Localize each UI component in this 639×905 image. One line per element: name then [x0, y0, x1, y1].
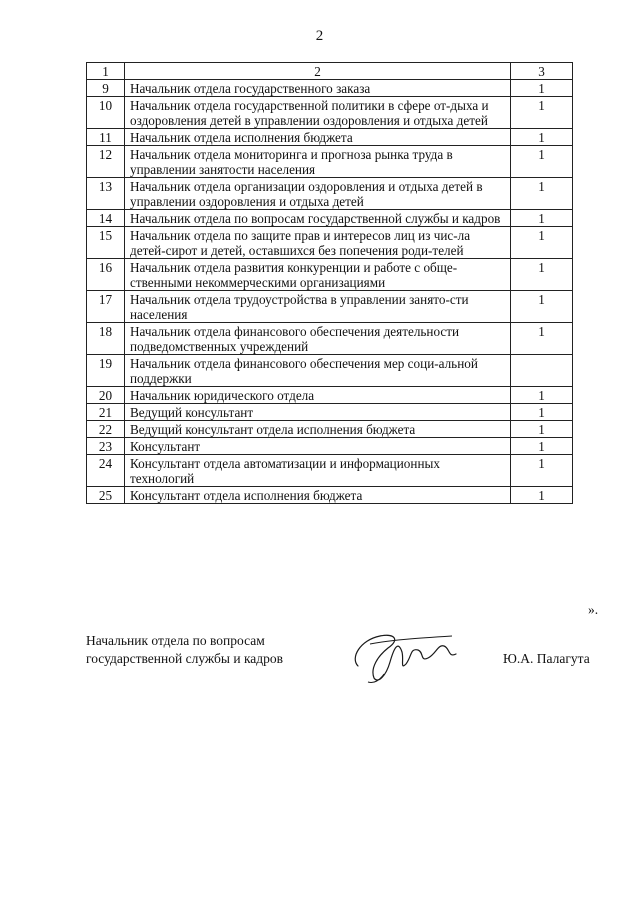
- row-position-cell: Консультант отдела автоматизации и информационных технологий: [125, 455, 511, 487]
- table-header-row: [87, 63, 573, 80]
- table-row: [87, 80, 573, 97]
- column-header-quantity: 3: [511, 63, 573, 80]
- row-position-cell: Консультант отдела исполнения бюджета: [125, 487, 511, 504]
- signatory-title: [86, 632, 283, 668]
- row-position-cell: Начальник отдела исполнения бюджета: [125, 129, 511, 146]
- row-quantity-cell: 1: [511, 146, 573, 178]
- row-quantity-cell: 1: [511, 387, 573, 404]
- row-position-cell: Начальник отдела государственной политики в сфере от-дыха и оздоровления детей в управлении оздоровления и отдыха детей: [125, 97, 511, 129]
- row-quantity-cell: 1: [511, 210, 573, 227]
- row-quantity-cell: 1: [511, 438, 573, 455]
- row-quantity-cell: 1: [511, 97, 573, 129]
- table-row: [87, 387, 573, 404]
- row-position-cell: Начальник отдела развития конкуренции и работе с обще-ственными некоммерческими организациями: [125, 259, 511, 291]
- signatory-title-line-2: государственной службы и кадров: [86, 651, 284, 666]
- handwritten-signature: [340, 618, 470, 688]
- row-position-cell: Начальник отдела государственного заказа: [125, 80, 511, 97]
- row-number-cell: 20: [87, 387, 125, 404]
- closing-quote: ».: [588, 602, 599, 617]
- row-number-cell: 15: [87, 227, 125, 259]
- row-number-cell: 13: [87, 178, 125, 210]
- row-position-cell: Консультант: [125, 438, 511, 455]
- table-row: [87, 210, 573, 227]
- table-row: [87, 355, 573, 387]
- row-quantity-cell: 1: [511, 227, 573, 259]
- table-row: [87, 129, 573, 146]
- row-quantity-cell: 1: [511, 487, 573, 504]
- table-body: [87, 80, 573, 504]
- row-position-cell: Начальник отдела по вопросам государственной службы и кадров: [125, 210, 511, 227]
- signatory-name: Ю.А. Палагута: [503, 651, 590, 666]
- row-number-cell: 12: [87, 146, 125, 178]
- row-quantity-cell: 1: [511, 404, 573, 421]
- table-row: [87, 146, 573, 178]
- table-row: [87, 259, 573, 291]
- row-position-cell: Начальник юридического отдела: [125, 387, 511, 404]
- row-number-cell: 9: [87, 80, 125, 97]
- row-number-cell: 14: [87, 210, 125, 227]
- row-quantity-cell: 1: [511, 291, 573, 323]
- row-quantity-cell: 1: [511, 259, 573, 291]
- table-row: [87, 227, 573, 259]
- row-number-cell: 17: [87, 291, 125, 323]
- row-number-cell: 18: [87, 323, 125, 355]
- table-row: [87, 323, 573, 355]
- row-number-cell: 11: [87, 129, 125, 146]
- table-row: [87, 404, 573, 421]
- column-header-number: 1: [87, 63, 125, 80]
- row-position-cell: Начальник отдела финансового обеспечения деятельности подведомственных учреждений: [125, 323, 511, 355]
- row-position-cell: Ведущий консультант: [125, 404, 511, 421]
- row-quantity-cell: [511, 355, 573, 387]
- row-quantity-cell: 1: [511, 80, 573, 97]
- table-row: [87, 487, 573, 504]
- row-number-cell: 19: [87, 355, 125, 387]
- row-number-cell: 21: [87, 404, 125, 421]
- row-number-cell: 25: [87, 487, 125, 504]
- row-position-cell: Начальник отдела организации оздоровления и отдыха детей в управлении оздоровления и отдыха детей: [125, 178, 511, 210]
- row-quantity-cell: 1: [511, 323, 573, 355]
- table-row: [87, 438, 573, 455]
- row-number-cell: 22: [87, 421, 125, 438]
- table-row: [87, 291, 573, 323]
- row-quantity-cell: 1: [511, 178, 573, 210]
- column-header-position: 2: [125, 63, 511, 80]
- row-number-cell: 23: [87, 438, 125, 455]
- page-number: 2: [315, 28, 324, 44]
- table-row: [87, 455, 573, 487]
- row-position-cell: Ведущий консультант отдела исполнения бюджета: [125, 421, 511, 438]
- row-number-cell: 24: [87, 455, 125, 487]
- table-row: [87, 421, 573, 438]
- table-row: [87, 178, 573, 210]
- row-position-cell: Начальник отдела по защите прав и интересов лиц из чис-ла детей-сирот и детей, оставшихся без попечения роди-телей: [125, 227, 511, 259]
- staff-table: [86, 62, 573, 504]
- signatory-title-line-1: Начальник отдела по вопросам: [86, 633, 265, 648]
- row-position-cell: Начальник отдела финансового обеспечения мер соци-альной поддержки: [125, 355, 511, 387]
- row-number-cell: 16: [87, 259, 125, 291]
- row-position-cell: Начальник отдела мониторинга и прогноза рынка труда в управлении занятости населения: [125, 146, 511, 178]
- row-position-cell: Начальник отдела трудоустройства в управлении занято-сти населения: [125, 291, 511, 323]
- row-quantity-cell: 1: [511, 129, 573, 146]
- table-row: [87, 97, 573, 129]
- row-quantity-cell: 1: [511, 455, 573, 487]
- row-quantity-cell: 1: [511, 421, 573, 438]
- row-number-cell: 10: [87, 97, 125, 129]
